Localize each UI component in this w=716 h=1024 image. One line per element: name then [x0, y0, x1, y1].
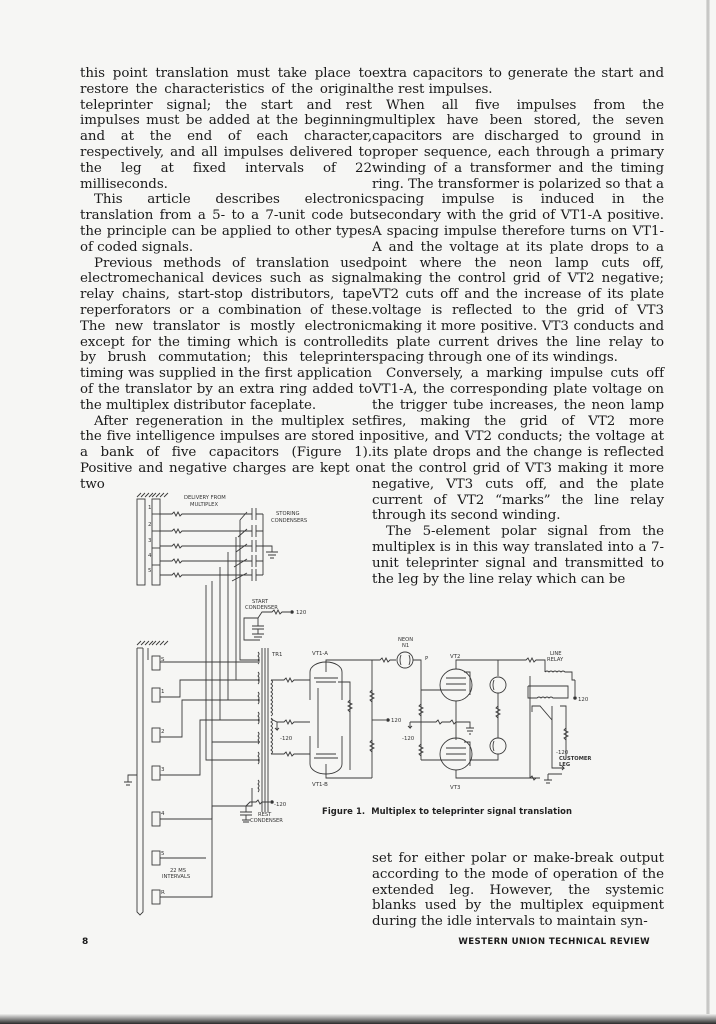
svg-text:START: START	[252, 599, 269, 605]
delivery-commutator	[137, 493, 168, 585]
svg-text:2: 2	[148, 522, 152, 528]
rest-condenser	[240, 800, 273, 822]
start-condenser	[244, 610, 293, 640]
tube-vt1	[310, 660, 389, 778]
svg-text:120: 120	[578, 697, 589, 703]
svg-text:120: 120	[391, 718, 402, 724]
svg-text:N1: N1	[402, 643, 410, 649]
svg-text:P: P	[425, 656, 429, 662]
svg-text:CONDENSER: CONDENSER	[250, 818, 283, 824]
svg-text:VT1-A: VT1-A	[312, 651, 328, 657]
left-column	[80, 66, 372, 493]
svg-text:1: 1	[148, 505, 152, 511]
transformer-tr1	[258, 648, 310, 812]
bus-lines	[206, 520, 260, 760]
page-bottom-shadow	[0, 1014, 716, 1024]
svg-text:3: 3	[148, 538, 152, 544]
svg-text:NEON: NEON	[398, 637, 414, 643]
svg-text:S: S	[161, 657, 165, 663]
svg-text:120: 120	[296, 610, 307, 616]
storing-condensers	[232, 508, 278, 581]
svg-text:1: 1	[161, 689, 165, 695]
paragraph: This article describes electronic translation from a 5- to a 7-unit code but the principle can be applied to other types of coded signals.	[80, 192, 372, 255]
svg-text:LINE: LINE	[550, 651, 562, 657]
page-edge	[706, 0, 710, 1024]
svg-text:RELAY: RELAY	[547, 657, 564, 663]
svg-text:-120: -120	[274, 802, 287, 808]
paragraph: When all five impulses from the multiplex have been stored, the seven capacitors are discharged to ground in proper sequence, each through a primary winding of a transformer and the timing ring. The transformer is polarized so that a spacing impulse is induced in the secondary with the grid of VT1-A positive. A spacing impulse therefore turns on VT1-A and the voltage at its plate drops to a point where the neon lamp cuts off, making the control grid of VT2 negative; VT2 cuts off and the increase of its plate voltage is reflected to the grid of VT3 making it more positive. VT3 conducts and its plate current drives the line relay to spacing through one of its windings.	[372, 97, 664, 366]
paragraph: After regeneration in the multiplex set the five intelligence impulses are stored in a bank of five capacitors (Figure 1). Positive and negative charges are kept on two	[80, 413, 372, 492]
line-relay	[518, 658, 576, 783]
svg-text:4: 4	[161, 811, 165, 817]
svg-text:INTERVALS: INTERVALS	[162, 874, 191, 880]
tube-vt2	[408, 660, 518, 760]
paragraph: Conversely, a marking impulse cuts off VT1-A, the corresponding plate voltage on the trigger tube increases, the neon lamp fires, making the grid of VT2 more positive, and VT2 conducts; the voltage at its plate drops and the change is reflected at the control grid of VT3 making it more negative, VT3 cuts off, and the plate current of VT2 “marks” the line relay through its second winding.	[372, 366, 664, 524]
svg-text:VT3: VT3	[450, 785, 461, 791]
svg-text:5: 5	[161, 851, 165, 857]
svg-text:-120: -120	[556, 750, 569, 756]
svg-text:STORING: STORING	[276, 511, 300, 517]
paragraph: set for either polar or make-break output according to the mode of operation of the extended leg. However, the systemic blanks used by the multiplex equipment during the idle intervals to maintain syn-	[372, 851, 664, 930]
right-column-bottom	[372, 851, 664, 930]
figure-caption-label: Figure 1.	[322, 806, 366, 816]
svg-text:R: R	[161, 890, 165, 896]
right-column-top	[372, 66, 664, 587]
svg-text:2: 2	[161, 729, 165, 735]
figure-caption	[322, 806, 572, 816]
paragraph: this point translation must take place to restore the characteristics of the original teleprinter signal; the start and rest impulses must be added at the beginning and at the end of each character, respectively, and all impulses delivered to the leg at fixed intervals of 22 milliseconds.	[80, 66, 372, 192]
svg-text:DELIVERY FROM: DELIVERY FROM	[184, 495, 226, 501]
svg-text:-120: -120	[402, 736, 415, 742]
paragraph: extra capacitors to generate the start and the rest impulses.	[372, 66, 664, 97]
paragraph: Previous methods of translation used electromechanical devices such as signal relay chains, start-stop distributors, tape reperforators or a combination of these. The new translator is mostly electronic except for the timing which is controlled by brush commutation; this teleprinter timing was supplied in the first application of the translator by an extra ring added to the multiplex distributor faceplate.	[80, 255, 372, 413]
svg-text:5: 5	[148, 568, 152, 574]
figure-caption-text: Multiplex to teleprinter signal translation	[371, 806, 573, 816]
svg-text:VT1-B: VT1-B	[312, 782, 328, 788]
svg-text:CONDENSER: CONDENSER	[245, 605, 278, 611]
svg-text:TR1: TR1	[272, 652, 283, 658]
paragraph: The 5-element polar signal from the multiplex is in this way translated into a 7-unit teleprinter signal and transmitted to the leg by the line relay which can be	[372, 524, 664, 587]
svg-text:CONDENSERS: CONDENSERS	[271, 518, 308, 524]
svg-text:VT2: VT2	[450, 654, 461, 660]
neon-lamp-n1	[372, 652, 421, 696]
svg-text:CUSTOMER: CUSTOMER	[559, 756, 592, 762]
svg-text:MULTIPLEX: MULTIPLEX	[190, 502, 218, 508]
svg-text:-120: -120	[280, 736, 293, 742]
indicator-lamps	[470, 660, 506, 760]
tube-vt3	[421, 738, 540, 780]
timing-commutator	[124, 641, 258, 915]
svg-text:LEG: LEG	[559, 762, 571, 768]
svg-text:22 MS: 22 MS	[170, 868, 187, 874]
svg-text:REST: REST	[258, 812, 272, 818]
svg-text:3: 3	[161, 767, 165, 773]
svg-text:4: 4	[148, 553, 152, 559]
delivery-lines	[160, 512, 247, 577]
page-number: 8	[82, 937, 89, 947]
journal-title: WESTERN UNION TECHNICAL REVIEW	[458, 937, 650, 947]
